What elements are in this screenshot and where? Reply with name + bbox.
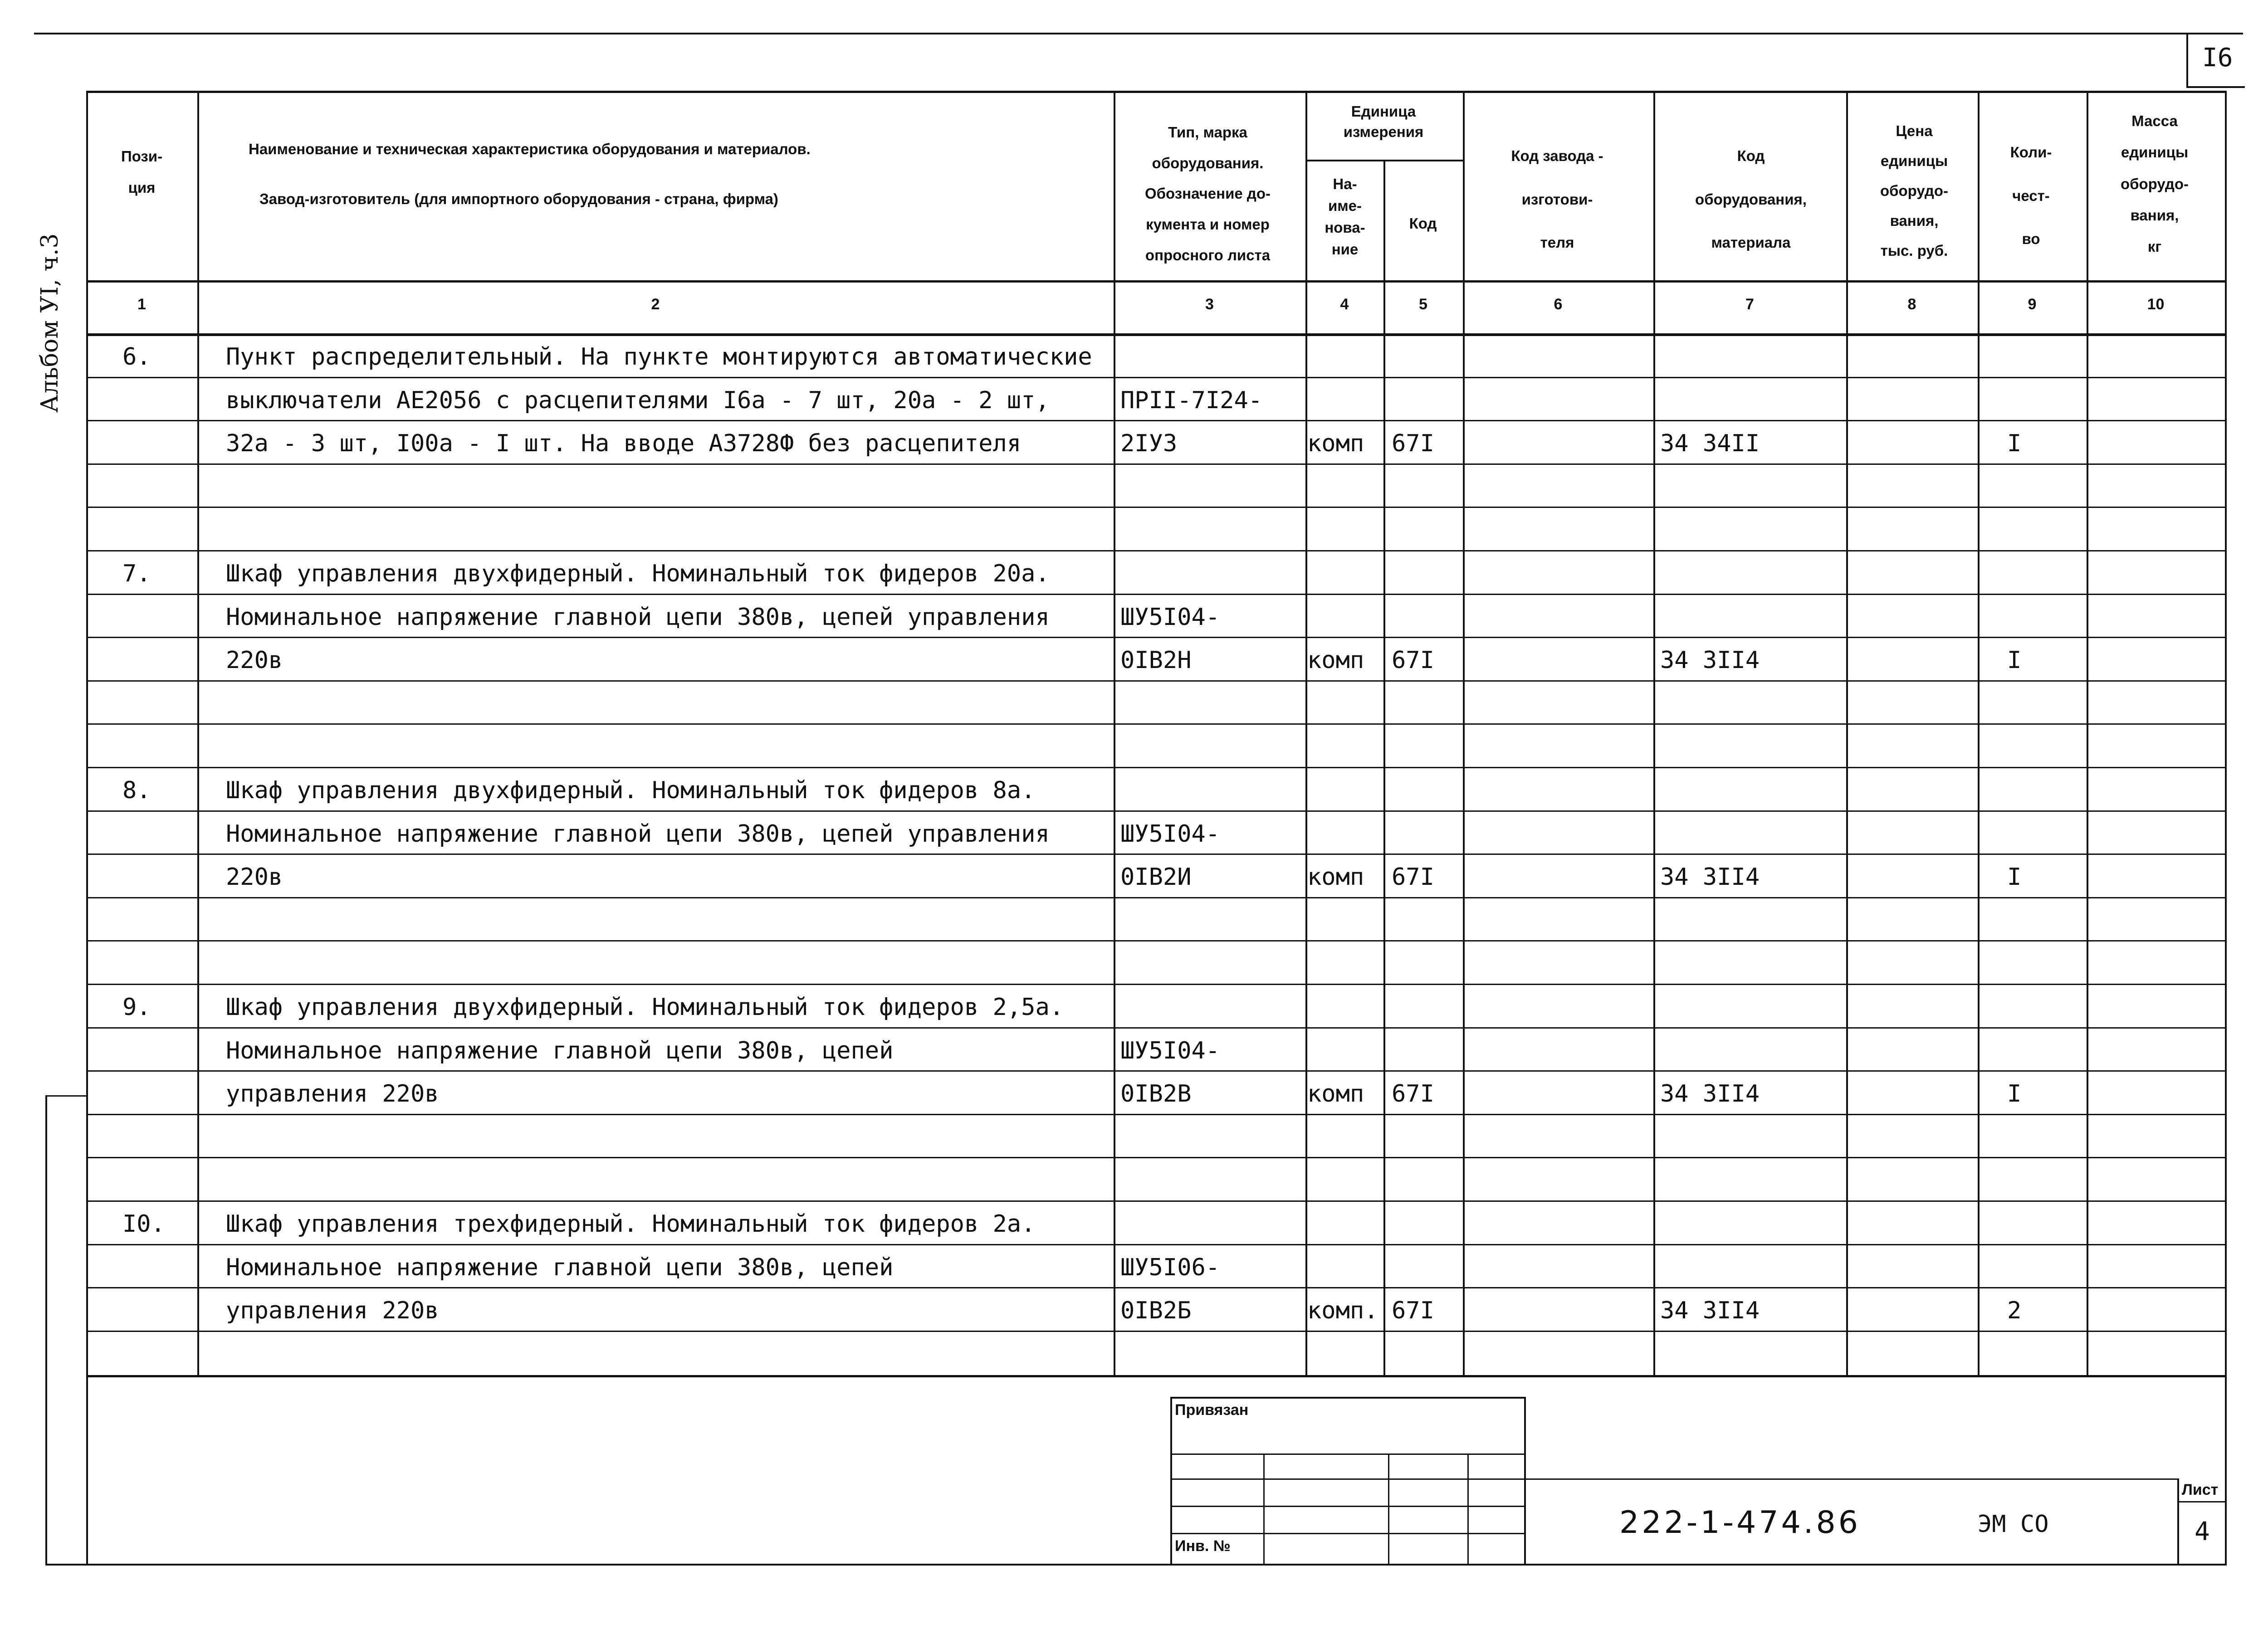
stamp-row4 (1170, 1533, 1526, 1534)
item-description-line: Шкаф управления двухфидерный. Номинальный ток фидеров 20а. (226, 560, 1050, 587)
column-line (1978, 91, 1980, 1375)
row-line (86, 984, 2225, 985)
row-line (86, 377, 2225, 378)
item-type-line: 0IВ2И (1120, 863, 1192, 891)
item-unit-code: 67I (1392, 1080, 1434, 1107)
body-bottom-line (86, 1375, 2225, 1377)
stamp-row2 (1170, 1478, 1526, 1480)
item-type-line: ПРII-7I24- (1120, 387, 1263, 414)
column-line (2225, 91, 2227, 1375)
table-top-line (86, 91, 2225, 93)
header-unit-code: Код (1409, 215, 1437, 232)
header-name-line1: Наименование и техническая характеристика оборудования и материалов. (249, 141, 811, 157)
item-equipment-code: 34 3II4 (1660, 1297, 1760, 1324)
item-type-line: ШУ5I04- (1120, 820, 1220, 848)
stamp-row3 (1170, 1506, 1526, 1507)
row-line (86, 680, 2225, 682)
item-description-line: управления 220в (226, 1297, 439, 1324)
item-description-line: управления 220в (226, 1080, 439, 1107)
item-unit: комп (1307, 863, 1364, 891)
item-unit-code: 67I (1392, 647, 1434, 674)
column-number: 1 (137, 296, 146, 313)
top-border-line (34, 33, 2243, 34)
item-description-line: Пункт распределительный. На пункте монтируются автоматические (226, 343, 1092, 371)
row-line (86, 550, 2225, 551)
header-mass: Масса единицы оборудо- вания, кг (2120, 112, 2189, 255)
row-line (86, 1070, 2225, 1072)
column-number: 3 (1205, 296, 1214, 313)
sheet-box-left (2177, 1478, 2179, 1565)
column-line (197, 91, 199, 1375)
header-price: Цена единицы оборудо- вания, тыс. руб. (1880, 122, 1949, 259)
row-line (86, 854, 2225, 855)
row-line (86, 1157, 2225, 1158)
row-line (86, 1200, 2225, 1202)
item-description-line: 32а - 3 шт, I00а - I шт. На вводе А3728Ф без расцепителя (226, 430, 1022, 457)
stamp-inv-label: Инв. № (1175, 1537, 1231, 1555)
item-quantity: I (2007, 430, 2022, 457)
sheet-box-mid (2177, 1501, 2225, 1502)
stamp-bound-label: Привязан (1175, 1401, 1249, 1419)
header-bottom-line (86, 280, 2225, 283)
bottom-frame-line (45, 1564, 2227, 1566)
item-unit-code: 67I (1392, 1297, 1434, 1324)
album-side-label: Альбом УI, ч.3 (36, 233, 64, 413)
item-description-line: Шкаф управления трехфидерный. Номинальный ток фидеров 2а. (226, 1210, 1036, 1238)
item-position: 7. (122, 560, 151, 587)
row-line (86, 723, 2225, 725)
item-quantity: I (2007, 1080, 2022, 1107)
column-number: 8 (1907, 296, 1916, 313)
row-line (86, 507, 2225, 508)
item-description-line: Номинальное напряжение главной цепи 380в, цепей (226, 1037, 894, 1064)
row-line (86, 1244, 2225, 1245)
column-number: 2 (651, 296, 660, 313)
binding-strip-inner (86, 1095, 88, 1565)
item-unit: комп (1307, 430, 1364, 457)
sheet-number: 4 (2195, 1517, 2210, 1546)
row-line (86, 897, 2225, 898)
item-description-line: Номинальное напряжение главной цепи 380в, цепей управления (226, 604, 1050, 631)
header-type: Тип, марка оборудования. Обозначение до- кумента и номер опросного листа (1145, 124, 1271, 263)
stamp-col1 (1263, 1454, 1265, 1565)
code-area-top (1526, 1478, 2179, 1480)
stamp-col3 (1467, 1454, 1469, 1565)
item-equipment-code: 34 3II4 (1660, 1080, 1760, 1107)
item-type-line: ШУ5I06- (1120, 1254, 1220, 1281)
stamp-left (1170, 1397, 1172, 1565)
item-type-line: 0IВ2Н (1120, 647, 1192, 674)
column-line (1653, 91, 1655, 1375)
stamp-right (1524, 1397, 1526, 1565)
column-line (2087, 91, 2088, 1375)
header-position: Пози- ция (121, 148, 163, 196)
item-unit-code: 67I (1392, 863, 1434, 891)
stamp-row1 (1170, 1454, 1526, 1455)
stamp-top (1170, 1397, 1526, 1399)
row-line (86, 1027, 2225, 1029)
item-type-line: 2IУ3 (1120, 430, 1178, 457)
item-unit-code: 67I (1392, 430, 1434, 457)
column-number: 7 (1745, 296, 1754, 313)
item-type-line: 0IВ2Б (1120, 1297, 1192, 1324)
item-equipment-code: 34 3II4 (1660, 863, 1760, 891)
document-suffix: ЭМ СО (1978, 1511, 2049, 1538)
column-number: 5 (1419, 296, 1427, 313)
right-frame-line (2225, 1375, 2227, 1566)
column-line (1463, 91, 1465, 1375)
item-unit: комп (1307, 647, 1364, 674)
row-line (86, 463, 2225, 465)
header-factory-code: Код завода - изготови- теля (1511, 147, 1603, 251)
column-number: 4 (1340, 296, 1349, 313)
binding-strip-top (45, 1095, 86, 1097)
row-line (86, 1114, 2225, 1115)
item-description-line: Шкаф управления двухфидерный. Номинальный ток фидеров 2,5а. (226, 994, 1064, 1021)
header-unit-name: На- име- нова- ние (1325, 176, 1365, 258)
column-number: 6 (1554, 296, 1563, 313)
sheet-label: Лист (2182, 1481, 2219, 1498)
column-number: 9 (2028, 296, 2037, 313)
item-position: 6. (122, 343, 151, 371)
item-quantity: I (2007, 647, 2022, 674)
document-code: 222-1-474.86 (1619, 1505, 1861, 1541)
item-description-line: Номинальное напряжение главной цепи 380в, цепей (226, 1254, 894, 1281)
item-description-line: 220в (226, 647, 283, 674)
item-type-line: ШУ5I04- (1120, 604, 1220, 631)
item-unit: комп (1307, 1080, 1364, 1107)
row-line (86, 1287, 2225, 1288)
item-description-line: Номинальное напряжение главной цепи 380в, цепей управления (226, 820, 1050, 848)
row-line (86, 767, 2225, 768)
item-description-line: Шкаф управления двухфидерный. Номинальный ток фидеров 8а. (226, 777, 1036, 804)
item-unit: комп. (1307, 1297, 1378, 1324)
row-line (86, 594, 2225, 595)
item-type-line: ШУ5I04- (1120, 1037, 1220, 1064)
item-description-line: выключатели АЕ2056 с расцепителями I6а - 7 шт, 20а - 2 шт, (226, 387, 1050, 414)
item-position: 9. (122, 994, 151, 1021)
column-line (1846, 91, 1848, 1375)
page-number: I6 (2202, 43, 2233, 73)
item-type-line: 0IВ2В (1120, 1080, 1192, 1107)
item-equipment-code: 34 3II4 (1660, 647, 1760, 674)
header-name-line2: Завод-изготовитель (для импортного оборудования - страна, фирма) (259, 190, 778, 207)
item-description-line: 220в (226, 863, 283, 891)
item-equipment-code: 34 34II (1660, 430, 1760, 457)
row-line (86, 637, 2225, 638)
column-line (1114, 91, 1115, 1375)
header-unit-group: Единица измерения (1343, 103, 1424, 140)
column-line (1305, 91, 1307, 1375)
row-line (86, 420, 2225, 421)
item-position: 8. (122, 777, 151, 804)
row-line (86, 940, 2225, 941)
item-quantity: I (2007, 863, 2022, 891)
header-equipment-code: Код оборудования, материала (1695, 147, 1807, 251)
column-number: 10 (2147, 296, 2165, 313)
colnum-bottom-line (86, 333, 2225, 336)
binding-strip-outer (45, 1095, 47, 1565)
stamp-col2 (1388, 1454, 1389, 1565)
row-line (86, 1331, 2225, 1332)
header-quantity: Коли- чест- во (2010, 144, 2052, 248)
item-quantity: 2 (2007, 1297, 2022, 1324)
row-line (86, 810, 2225, 812)
item-position: I0. (122, 1210, 165, 1238)
